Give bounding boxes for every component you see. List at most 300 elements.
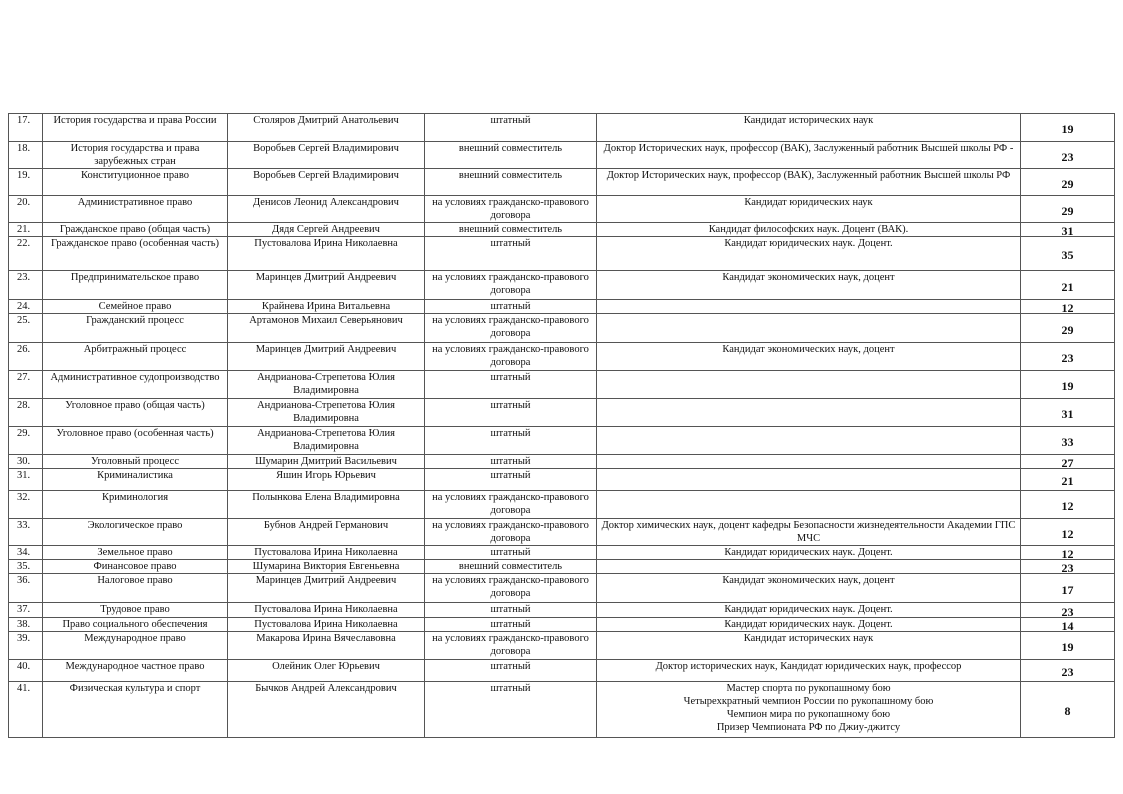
table-row bbox=[9, 114, 1115, 142]
employment-type-text: на условиях гражданско-правового договора bbox=[432, 344, 589, 368]
teacher-name-text: Воробьев Сергей Владимирович bbox=[253, 143, 399, 154]
employment-type-cell bbox=[425, 560, 597, 574]
row-number bbox=[9, 455, 43, 469]
academic-degree-text: Кандидат исторических наук bbox=[743, 115, 874, 126]
hours-cell bbox=[1021, 546, 1115, 560]
row-number-text: 38. bbox=[17, 619, 31, 630]
employment-type-text: штатный bbox=[490, 428, 531, 439]
hours-cell bbox=[1021, 223, 1115, 237]
academic-degree-text: Доктор химических наук, доцент кафедры Безопасности жизнедеятельности Академии ГПС МЧС bbox=[601, 520, 1016, 544]
teacher-name-text: Пустовалова Ирина Николаевна bbox=[254, 547, 398, 558]
table-row bbox=[9, 271, 1115, 300]
row-number-text: 23. bbox=[17, 272, 31, 283]
teacher-name-cell bbox=[228, 682, 425, 738]
row-number-text: 21. bbox=[17, 224, 31, 235]
employment-type-cell bbox=[425, 603, 597, 618]
employment-type-text: штатный bbox=[490, 661, 531, 672]
academic-degree-text: Кандидат юридических наук. Доцент. bbox=[724, 619, 893, 630]
row-number bbox=[9, 237, 43, 271]
teacher-name-cell bbox=[228, 618, 425, 632]
employment-type-cell bbox=[425, 142, 597, 169]
discipline-cell bbox=[43, 237, 228, 271]
hours-cell bbox=[1021, 519, 1115, 546]
hours-text: 29 bbox=[1061, 176, 1074, 191]
table-row bbox=[9, 427, 1115, 455]
row-number-text: 22. bbox=[17, 238, 31, 249]
employment-type-text: штатный bbox=[490, 683, 531, 694]
row-number bbox=[9, 660, 43, 682]
hours-cell bbox=[1021, 271, 1115, 300]
hours-cell bbox=[1021, 660, 1115, 682]
table-row bbox=[9, 491, 1115, 519]
row-number-text: 37. bbox=[17, 604, 31, 615]
table-row bbox=[9, 632, 1115, 660]
row-number bbox=[9, 114, 43, 142]
employment-type-text: на условиях гражданско-правового договора bbox=[432, 633, 589, 657]
employment-type-cell bbox=[425, 114, 597, 142]
discipline-cell bbox=[43, 546, 228, 560]
hours-text: 33 bbox=[1061, 435, 1074, 449]
teacher-name-cell bbox=[228, 271, 425, 300]
employment-type-cell bbox=[425, 632, 597, 660]
row-number-text: 24. bbox=[17, 301, 31, 312]
table-row bbox=[9, 469, 1115, 491]
table-row bbox=[9, 682, 1115, 738]
hours-text: 29 bbox=[1061, 322, 1074, 337]
academic-degree-cell bbox=[597, 618, 1021, 632]
discipline-text: Международное частное право bbox=[65, 661, 205, 672]
employment-type-cell bbox=[425, 196, 597, 223]
academic-degree-text: Кандидат экономических наук, доцент bbox=[722, 344, 895, 355]
row-number-text: 41. bbox=[17, 683, 31, 694]
academic-degree-cell bbox=[597, 469, 1021, 491]
employment-type-text: штатный bbox=[490, 400, 531, 411]
hours-text: 31 bbox=[1061, 224, 1074, 237]
employment-type-text: штатный bbox=[490, 470, 531, 481]
hours-cell bbox=[1021, 491, 1115, 519]
hours-text: 19 bbox=[1061, 640, 1074, 654]
row-number bbox=[9, 371, 43, 399]
employment-type-text: штатный bbox=[490, 372, 531, 383]
employment-type-cell bbox=[425, 223, 597, 237]
academic-degree-text: Доктор исторических наук, Кандидат юридических наук, профессор bbox=[655, 661, 962, 672]
academic-degree-text: Кандидат юридических наук. Доцент. bbox=[724, 604, 893, 615]
hours-cell bbox=[1021, 560, 1115, 574]
row-number bbox=[9, 632, 43, 660]
row-number-text: 32. bbox=[17, 492, 31, 503]
hours-text: 12 bbox=[1061, 301, 1074, 314]
employment-type-cell bbox=[425, 371, 597, 399]
degree-line: Призер Чемпионата РФ по Джиу-джитсу bbox=[716, 722, 901, 733]
hours-cell bbox=[1021, 114, 1115, 142]
employment-type-cell bbox=[425, 519, 597, 546]
academic-degree-text: Кандидат исторических наук bbox=[743, 633, 874, 644]
teacher-name-text: Маринцев Дмитрий Андреевич bbox=[255, 575, 397, 586]
teacher-name-cell bbox=[228, 237, 425, 271]
academic-degree-cell bbox=[597, 455, 1021, 469]
hours-cell bbox=[1021, 169, 1115, 196]
row-number bbox=[9, 603, 43, 618]
hours-cell bbox=[1021, 603, 1115, 618]
employment-type-cell bbox=[425, 469, 597, 491]
row-number-text: 30. bbox=[17, 456, 31, 467]
teacher-name-text: Шумарин Дмитрий Васильевич bbox=[255, 456, 397, 467]
teacher-name-cell bbox=[228, 603, 425, 618]
hours-text: 27 bbox=[1061, 456, 1074, 469]
employment-type-cell bbox=[425, 455, 597, 469]
degree-line: Мастер спорта по рукопашному бою bbox=[726, 683, 891, 694]
teacher-name-text: Столяров Дмитрий Анатольевич bbox=[253, 115, 399, 126]
teacher-name-text: Пустовалова Ирина Николаевна bbox=[254, 604, 398, 615]
discipline-text: Семейное право bbox=[98, 301, 172, 312]
hours-cell bbox=[1021, 469, 1115, 491]
row-number-text: 17. bbox=[17, 115, 31, 126]
hours-text: 23 bbox=[1061, 561, 1074, 574]
academic-degree-cell bbox=[597, 560, 1021, 574]
academic-degree-cell bbox=[597, 574, 1021, 603]
discipline-text: Гражданское право (общая часть) bbox=[59, 224, 211, 235]
academic-degree-cell bbox=[597, 196, 1021, 223]
table-row bbox=[9, 300, 1115, 314]
employment-type-text: штатный bbox=[490, 238, 531, 249]
discipline-text: Гражданское право (особенная часть) bbox=[51, 238, 219, 249]
row-number bbox=[9, 491, 43, 519]
academic-degree-cell bbox=[597, 682, 1021, 738]
row-number bbox=[9, 142, 43, 169]
teacher-name-cell bbox=[228, 660, 425, 682]
discipline-cell bbox=[43, 519, 228, 546]
discipline-text: Уголовный процесс bbox=[90, 456, 179, 467]
hours-text: 19 bbox=[1061, 122, 1074, 136]
row-number bbox=[9, 519, 43, 546]
hours-cell bbox=[1021, 427, 1115, 455]
hours-text: 21 bbox=[1061, 279, 1074, 294]
hours-cell bbox=[1021, 455, 1115, 469]
teacher-name-text: Бычков Андрей Александрович bbox=[255, 683, 397, 694]
teacher-name-cell bbox=[228, 469, 425, 491]
table-row bbox=[9, 196, 1115, 223]
teacher-name-text: Артамонов Михаил Северьянович bbox=[249, 315, 403, 326]
teacher-name-cell bbox=[228, 399, 425, 427]
hours-cell bbox=[1021, 237, 1115, 271]
hours-cell bbox=[1021, 632, 1115, 660]
academic-degree-cell bbox=[597, 546, 1021, 560]
discipline-text: Административное право bbox=[77, 197, 193, 208]
hours-text: 17 bbox=[1061, 582, 1074, 597]
hours-cell bbox=[1021, 142, 1115, 169]
teacher-name-cell bbox=[228, 314, 425, 343]
hours-text: 14 bbox=[1061, 619, 1074, 632]
teacher-name-cell bbox=[228, 142, 425, 169]
employment-type-text: на условиях гражданско-правового договора bbox=[432, 575, 589, 599]
employment-type-text: штатный bbox=[490, 456, 531, 467]
row-number bbox=[9, 300, 43, 314]
row-number bbox=[9, 343, 43, 371]
teacher-name-text: Андрианова-Стрепетова Юлия Владимировна bbox=[257, 428, 395, 452]
employment-type-text: на условиях гражданско-правового договора bbox=[432, 272, 589, 296]
row-number bbox=[9, 399, 43, 427]
discipline-text: Физическая культура и спорт bbox=[69, 683, 201, 694]
hours-text: 19 bbox=[1061, 379, 1074, 393]
row-number bbox=[9, 271, 43, 300]
row-number bbox=[9, 618, 43, 632]
discipline-cell bbox=[43, 632, 228, 660]
employment-type-text: внешний совместитель bbox=[458, 224, 563, 235]
table-row bbox=[9, 142, 1115, 169]
academic-degree-cell bbox=[597, 237, 1021, 271]
discipline-cell bbox=[43, 574, 228, 603]
row-number bbox=[9, 196, 43, 223]
employment-type-cell bbox=[425, 271, 597, 300]
teacher-name-text: Яшин Игорь Юрьевич bbox=[276, 470, 376, 481]
teacher-name-cell bbox=[228, 519, 425, 546]
teacher-name-cell bbox=[228, 169, 425, 196]
discipline-cell bbox=[43, 142, 228, 169]
academic-degree-text: Кандидат юридических наук bbox=[744, 197, 873, 208]
discipline-text: Экологическое право bbox=[87, 520, 183, 531]
academic-degree-text: Кандидат экономических наук, доцент bbox=[722, 575, 895, 586]
hours-cell bbox=[1021, 682, 1115, 738]
hours-cell bbox=[1021, 196, 1115, 223]
teacher-name-text: Полынкова Елена Владимировна bbox=[252, 492, 400, 503]
academic-degree-text: Кандидат юридических наук. Доцент. bbox=[724, 547, 893, 558]
employment-type-cell bbox=[425, 574, 597, 603]
table-row bbox=[9, 546, 1115, 560]
academic-degree-cell bbox=[597, 427, 1021, 455]
discipline-text: Международное право bbox=[84, 633, 186, 644]
discipline-text: Земельное право bbox=[97, 547, 173, 558]
row-number-text: 26. bbox=[17, 344, 31, 355]
row-number-text: 39. bbox=[17, 633, 31, 644]
employment-type-cell bbox=[425, 660, 597, 682]
table-row bbox=[9, 223, 1115, 237]
discipline-text: Предпринимательское право bbox=[70, 272, 200, 283]
employment-type-cell bbox=[425, 491, 597, 519]
employment-type-text: штатный bbox=[490, 604, 531, 615]
teacher-name-text: Макарова Ирина Вячеславовна bbox=[256, 633, 396, 644]
discipline-text: Административное судопроизводство bbox=[50, 372, 220, 383]
academic-degree-cell bbox=[597, 632, 1021, 660]
row-number bbox=[9, 427, 43, 455]
teacher-name-text: Бубнов Андрей Германович bbox=[263, 520, 389, 531]
row-number-text: 18. bbox=[17, 143, 31, 154]
table-row bbox=[9, 660, 1115, 682]
table-row bbox=[9, 371, 1115, 399]
row-number-text: 35. bbox=[17, 561, 31, 572]
teacher-name-cell bbox=[228, 343, 425, 371]
discipline-cell bbox=[43, 660, 228, 682]
table-row bbox=[9, 314, 1115, 343]
hours-text: 31 bbox=[1061, 407, 1074, 421]
hours-cell bbox=[1021, 343, 1115, 371]
hours-cell bbox=[1021, 574, 1115, 603]
discipline-cell bbox=[43, 371, 228, 399]
table-row bbox=[9, 399, 1115, 427]
employment-type-text: на условиях гражданско-правового договора bbox=[432, 315, 589, 339]
employment-type-cell bbox=[425, 300, 597, 314]
discipline-text: Арбитражный процесс bbox=[83, 344, 187, 355]
hours-text: 12 bbox=[1061, 526, 1074, 541]
table-row bbox=[9, 618, 1115, 632]
academic-degree-cell bbox=[597, 371, 1021, 399]
hours-cell bbox=[1021, 618, 1115, 632]
employment-type-cell bbox=[425, 618, 597, 632]
discipline-cell bbox=[43, 399, 228, 427]
hours-text: 23 bbox=[1061, 604, 1074, 618]
discipline-text: Гражданский процесс bbox=[86, 315, 184, 326]
discipline-text: Трудовое право bbox=[100, 604, 170, 615]
degree-line: Четырехкратный чемпион России по рукопашному бою bbox=[683, 696, 934, 707]
discipline-cell bbox=[43, 491, 228, 519]
academic-degree-cell bbox=[597, 491, 1021, 519]
table-row bbox=[9, 343, 1115, 371]
academic-degree-cell bbox=[597, 114, 1021, 142]
teacher-name-text: Олейник Олег Юрьевич bbox=[272, 661, 380, 672]
teacher-name-cell bbox=[228, 632, 425, 660]
discipline-cell bbox=[43, 169, 228, 196]
academic-degree-text: Кандидат экономических наук, доцент bbox=[722, 272, 895, 283]
teacher-name-text: Шумарина Виктория Евгеньевна bbox=[252, 561, 400, 572]
discipline-text: Право социального обеспечения bbox=[62, 619, 208, 630]
row-number-text: 34. bbox=[17, 547, 31, 558]
discipline-cell bbox=[43, 455, 228, 469]
academic-degree-cell bbox=[597, 399, 1021, 427]
row-number-text: 20. bbox=[17, 197, 31, 208]
teacher-name-text: Андрианова-Стрепетова Юлия Владимировна bbox=[257, 400, 395, 424]
hours-cell bbox=[1021, 371, 1115, 399]
discipline-cell bbox=[43, 560, 228, 574]
discipline-text: Конституционное право bbox=[81, 170, 189, 181]
academic-degree-text: Кандидат философских наук. Доцент (ВАК). bbox=[708, 224, 909, 235]
row-number bbox=[9, 546, 43, 560]
row-number bbox=[9, 469, 43, 491]
teacher-name-text: Дядя Сергей Андреевич bbox=[272, 224, 380, 235]
row-number-text: 29. bbox=[17, 428, 31, 439]
discipline-text: История государства и права зарубежных стран bbox=[70, 143, 200, 167]
table-row bbox=[9, 455, 1115, 469]
academic-degree-cell bbox=[597, 271, 1021, 300]
employment-type-cell bbox=[425, 237, 597, 271]
teacher-name-cell bbox=[228, 560, 425, 574]
row-number-text: 19. bbox=[17, 170, 31, 181]
teacher-name-text: Маринцев Дмитрий Андреевич bbox=[255, 272, 397, 283]
table-row bbox=[9, 237, 1115, 271]
employment-type-cell bbox=[425, 682, 597, 738]
table-row bbox=[9, 603, 1115, 618]
hours-cell bbox=[1021, 300, 1115, 314]
row-number bbox=[9, 560, 43, 574]
teacher-name-text: Маринцев Дмитрий Андреевич bbox=[255, 344, 397, 355]
employment-type-text: на условиях гражданско-правового договора bbox=[432, 520, 589, 544]
row-number bbox=[9, 169, 43, 196]
employment-type-cell bbox=[425, 546, 597, 560]
employment-type-cell bbox=[425, 399, 597, 427]
discipline-cell bbox=[43, 603, 228, 618]
discipline-cell bbox=[43, 196, 228, 223]
row-number-text: 27. bbox=[17, 372, 31, 383]
teacher-name-text: Денисов Леонид Александрович bbox=[253, 197, 399, 208]
employment-type-text: штатный bbox=[490, 547, 531, 558]
hours-text: 35 bbox=[1061, 248, 1074, 262]
hours-text: 29 bbox=[1061, 203, 1074, 218]
table-row bbox=[9, 574, 1115, 603]
hours-text: 23 bbox=[1061, 149, 1074, 164]
teacher-name-cell bbox=[228, 427, 425, 455]
table-row bbox=[9, 519, 1115, 546]
teacher-name-text: Крайнева Ирина Витальевна bbox=[261, 301, 391, 312]
discipline-cell bbox=[43, 223, 228, 237]
employment-type-text: внешний совместитель bbox=[458, 170, 563, 181]
discipline-cell bbox=[43, 314, 228, 343]
hours-text: 23 bbox=[1061, 351, 1074, 365]
employment-type-text: на условиях гражданско-правового договора bbox=[432, 492, 589, 516]
discipline-text: История государства и права России bbox=[53, 115, 217, 126]
employment-type-text: на условиях гражданско-правового договора bbox=[432, 197, 589, 221]
table-body bbox=[9, 114, 1115, 738]
row-number-text: 40. bbox=[17, 661, 31, 672]
discipline-text: Криминалистика bbox=[97, 470, 173, 481]
table-row bbox=[9, 560, 1115, 574]
academic-degree-cell bbox=[597, 314, 1021, 343]
discipline-text: Налоговое право bbox=[97, 575, 173, 586]
discipline-cell bbox=[43, 618, 228, 632]
discipline-text: Уголовное право (общая часть) bbox=[65, 400, 205, 411]
hours-text: 21 bbox=[1061, 474, 1074, 488]
teacher-name-text: Пустовалова Ирина Николаевна bbox=[254, 619, 398, 630]
academic-degree-cell bbox=[597, 519, 1021, 546]
teacher-name-text: Пустовалова Ирина Николаевна bbox=[254, 238, 398, 249]
table-row bbox=[9, 169, 1115, 196]
employment-type-text: внешний совместитель bbox=[458, 561, 563, 572]
academic-degree-cell bbox=[597, 142, 1021, 169]
teacher-name-cell bbox=[228, 546, 425, 560]
academic-degree-text: Доктор Исторических наук, профессор (ВАК), Заслуженный работник Высшей школы РФ - bbox=[603, 143, 1014, 154]
hours-cell bbox=[1021, 314, 1115, 343]
employment-type-text: штатный bbox=[490, 301, 531, 312]
employment-type-cell bbox=[425, 427, 597, 455]
discipline-cell bbox=[43, 469, 228, 491]
teacher-name-cell bbox=[228, 223, 425, 237]
hours-text: 12 bbox=[1061, 499, 1074, 513]
row-number bbox=[9, 314, 43, 343]
employment-type-text: штатный bbox=[490, 619, 531, 630]
discipline-text: Финансовое право bbox=[93, 561, 177, 572]
discipline-text: Уголовное право (особенная часть) bbox=[56, 428, 214, 439]
hours-text: 8 bbox=[1064, 704, 1071, 718]
hours-text: 23 bbox=[1061, 665, 1074, 679]
teacher-name-cell bbox=[228, 574, 425, 603]
teacher-name-cell bbox=[228, 491, 425, 519]
academic-degree-text: Доктор Исторических наук, профессор (ВАК), Заслуженный работник Высшей школы РФ bbox=[606, 170, 1011, 181]
teacher-name-text: Андрианова-Стрепетова Юлия Владимировна bbox=[257, 372, 395, 396]
academic-degree-cell bbox=[597, 223, 1021, 237]
discipline-cell bbox=[43, 427, 228, 455]
academic-degree-cell bbox=[597, 343, 1021, 371]
row-number-text: 33. bbox=[17, 520, 31, 531]
hours-cell bbox=[1021, 399, 1115, 427]
row-number-text: 25. bbox=[17, 315, 31, 326]
academic-degree-cell bbox=[597, 169, 1021, 196]
teacher-name-text: Воробьев Сергей Владимирович bbox=[253, 170, 399, 181]
row-number-text: 31. bbox=[17, 470, 31, 481]
discipline-cell bbox=[43, 300, 228, 314]
row-number-text: 28. bbox=[17, 400, 31, 411]
discipline-cell bbox=[43, 343, 228, 371]
employment-type-text: внешний совместитель bbox=[458, 143, 563, 154]
teacher-name-cell bbox=[228, 300, 425, 314]
employment-type-text: штатный bbox=[490, 115, 531, 126]
academic-degree-cell bbox=[597, 300, 1021, 314]
